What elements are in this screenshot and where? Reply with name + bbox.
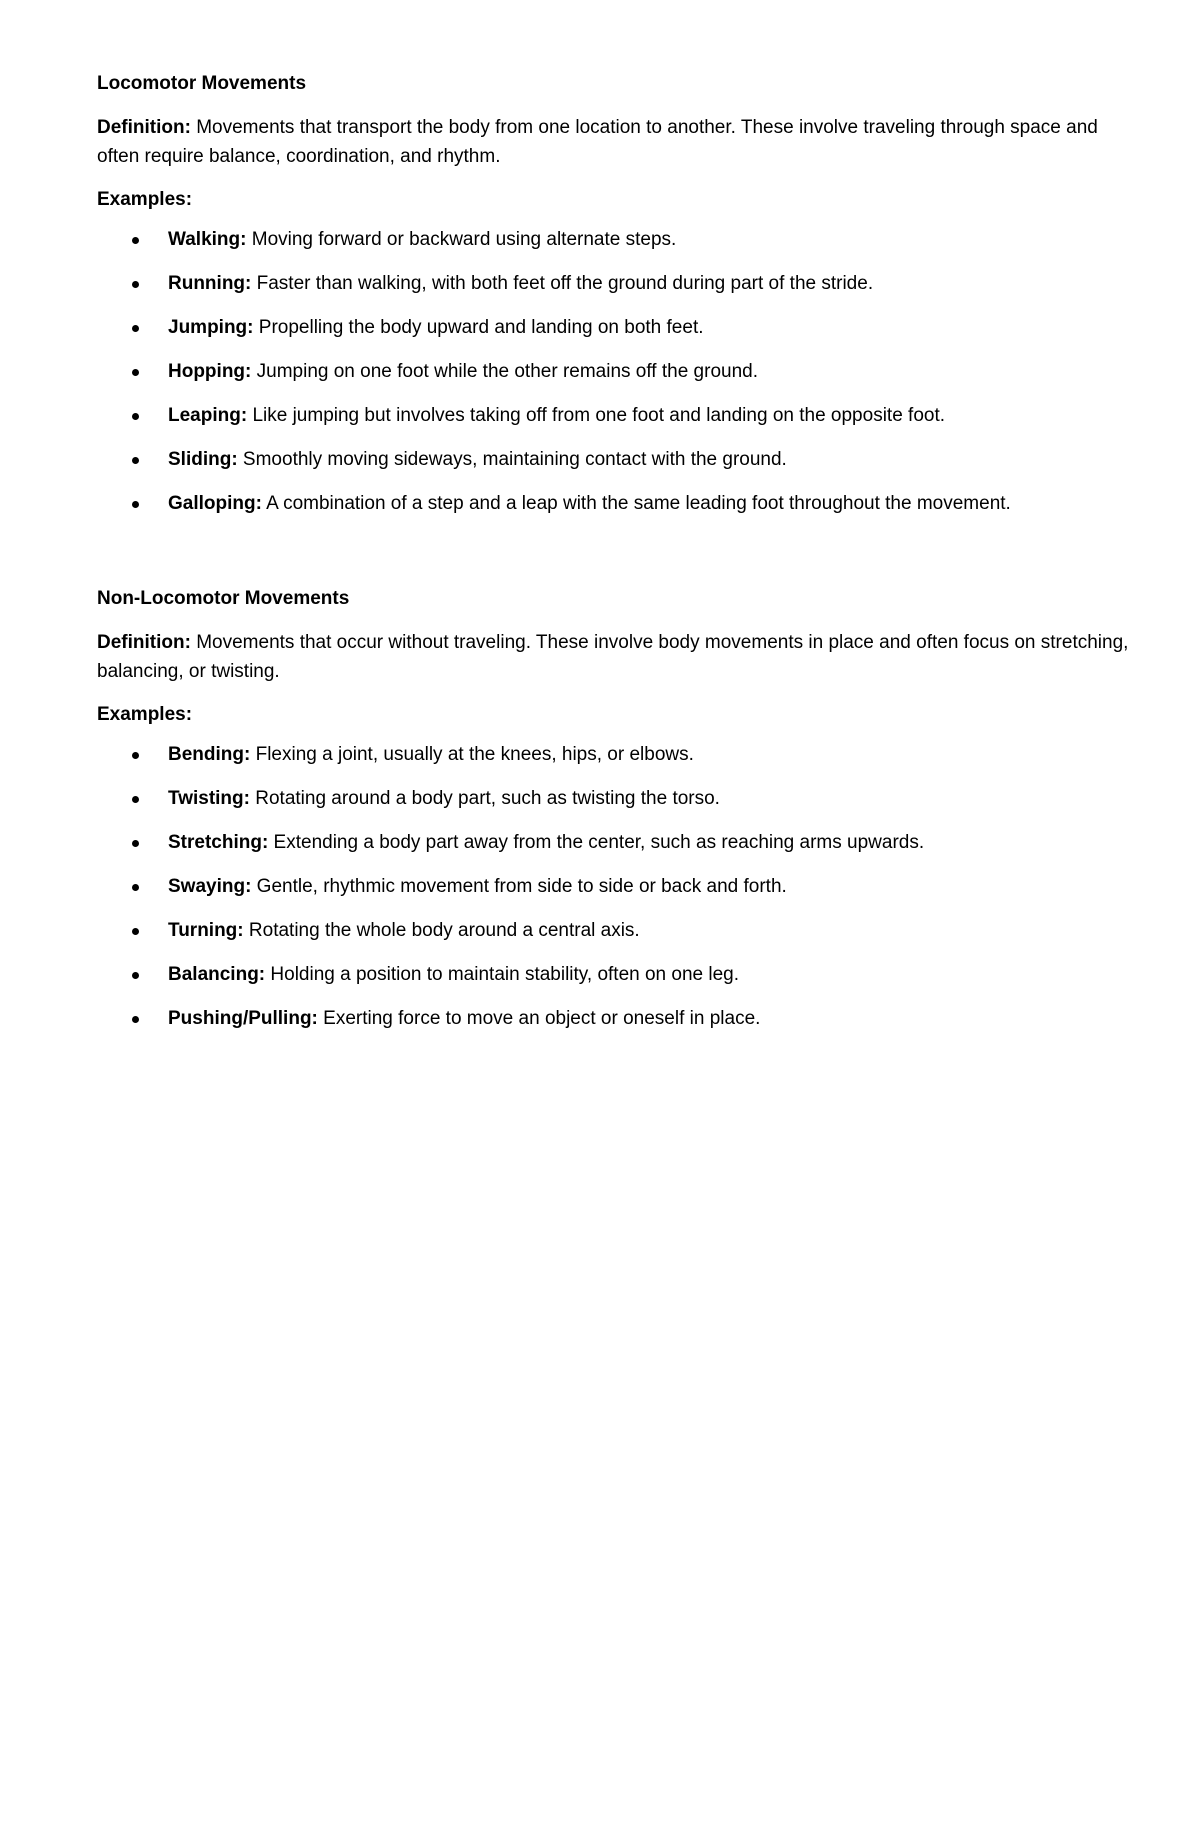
bullet-icon: [132, 884, 139, 891]
bullet-icon: [132, 413, 139, 420]
item-text: Gentle, rhythmic movement from side to side or back and forth.: [251, 876, 787, 897]
item-term: Running:: [168, 273, 252, 294]
bullet-icon: [132, 972, 139, 979]
bullet-icon: [132, 928, 139, 935]
list-item: [97, 226, 1137, 254]
item-term: Bending:: [168, 744, 251, 765]
definition-label: Definition:: [97, 117, 191, 138]
examples-list: [97, 226, 1137, 518]
item-text: Exerting force to move an object or oneself in place.: [317, 1008, 761, 1029]
item-term: Stretching:: [168, 832, 269, 853]
item-term: Sliding:: [168, 449, 238, 470]
bullet-icon: [132, 752, 139, 759]
item-term: Twisting:: [168, 788, 250, 809]
examples-label: Examples:: [97, 189, 193, 210]
list-item: [97, 270, 1137, 298]
locomotor-section: [97, 70, 1137, 534]
list-item: [97, 961, 1137, 989]
item-term: Walking:: [168, 229, 247, 250]
item-text: Extending a body part away from the center, such as reaching arms upwards.: [268, 832, 925, 853]
item-term: Jumping:: [168, 317, 254, 338]
bullet-icon: [132, 840, 139, 847]
item-text: Faster than walking, with both feet off the ground during part of the stride.: [251, 273, 874, 294]
list-item: [97, 314, 1137, 342]
bullet-icon: [132, 281, 139, 288]
item-term: Balancing:: [168, 964, 266, 985]
examples-list: [97, 741, 1137, 1033]
list-item: [97, 358, 1137, 386]
list-item: [97, 785, 1137, 813]
item-text: Moving forward or backward using alternate steps.: [246, 229, 677, 250]
item-term: Swaying:: [168, 876, 252, 897]
item-text: Smoothly moving sideways, maintaining contact with the ground.: [237, 449, 787, 470]
list-item: [97, 873, 1137, 901]
examples-label: Examples:: [97, 704, 193, 725]
definition-text: Movements that occur without traveling. These involve body movements in place and often focus on stretching, balancing, or twisting.: [97, 632, 1129, 682]
item-text: Rotating around a body part, such as twisting the torso.: [249, 788, 720, 809]
list-item: [97, 917, 1137, 945]
item-term: Hopping:: [168, 361, 252, 382]
list-item: [97, 490, 1137, 518]
bullet-icon: [132, 796, 139, 803]
section-heading: Locomotor Movements: [97, 73, 307, 94]
list-item: [97, 829, 1137, 857]
definition-text: Movements that transport the body from one location to another. These involve traveling through space and often require balance, coordination, and rhythm.: [97, 117, 1098, 167]
item-text: Like jumping but involves taking off from one foot and landing on the opposite foot.: [247, 405, 946, 426]
list-item: [97, 741, 1137, 769]
item-text: Flexing a joint, usually at the knees, hips, or elbows.: [250, 744, 694, 765]
item-text: Jumping on one foot while the other remains off the ground.: [251, 361, 758, 382]
section-definition: [97, 113, 1137, 171]
bullet-icon: [132, 369, 139, 376]
bullet-icon: [132, 1016, 139, 1023]
list-item: [97, 402, 1137, 430]
section-definition: [97, 628, 1137, 686]
list-item: [97, 1005, 1137, 1033]
item-term: Galloping:: [168, 493, 262, 514]
bullet-icon: [132, 457, 139, 464]
section-heading: Non-Locomotor Movements: [97, 588, 350, 609]
bullet-icon: [132, 325, 139, 332]
bullet-icon: [132, 237, 139, 244]
item-term: Pushing/Pulling:: [168, 1008, 318, 1029]
item-term: Turning:: [168, 920, 244, 941]
item-term: Leaping:: [168, 405, 248, 426]
item-text: Propelling the body upward and landing on both feet.: [253, 317, 704, 338]
list-item: [97, 446, 1137, 474]
definition-label: Definition:: [97, 632, 191, 653]
bullet-icon: [132, 501, 139, 508]
item-text: A combination of a step and a leap with the same leading foot throughout the movement.: [261, 493, 1011, 514]
item-text: Holding a position to maintain stability, often on one leg.: [265, 964, 740, 985]
non-locomotor-section: [97, 585, 1137, 1049]
item-text: Rotating the whole body around a central axis.: [243, 920, 640, 941]
